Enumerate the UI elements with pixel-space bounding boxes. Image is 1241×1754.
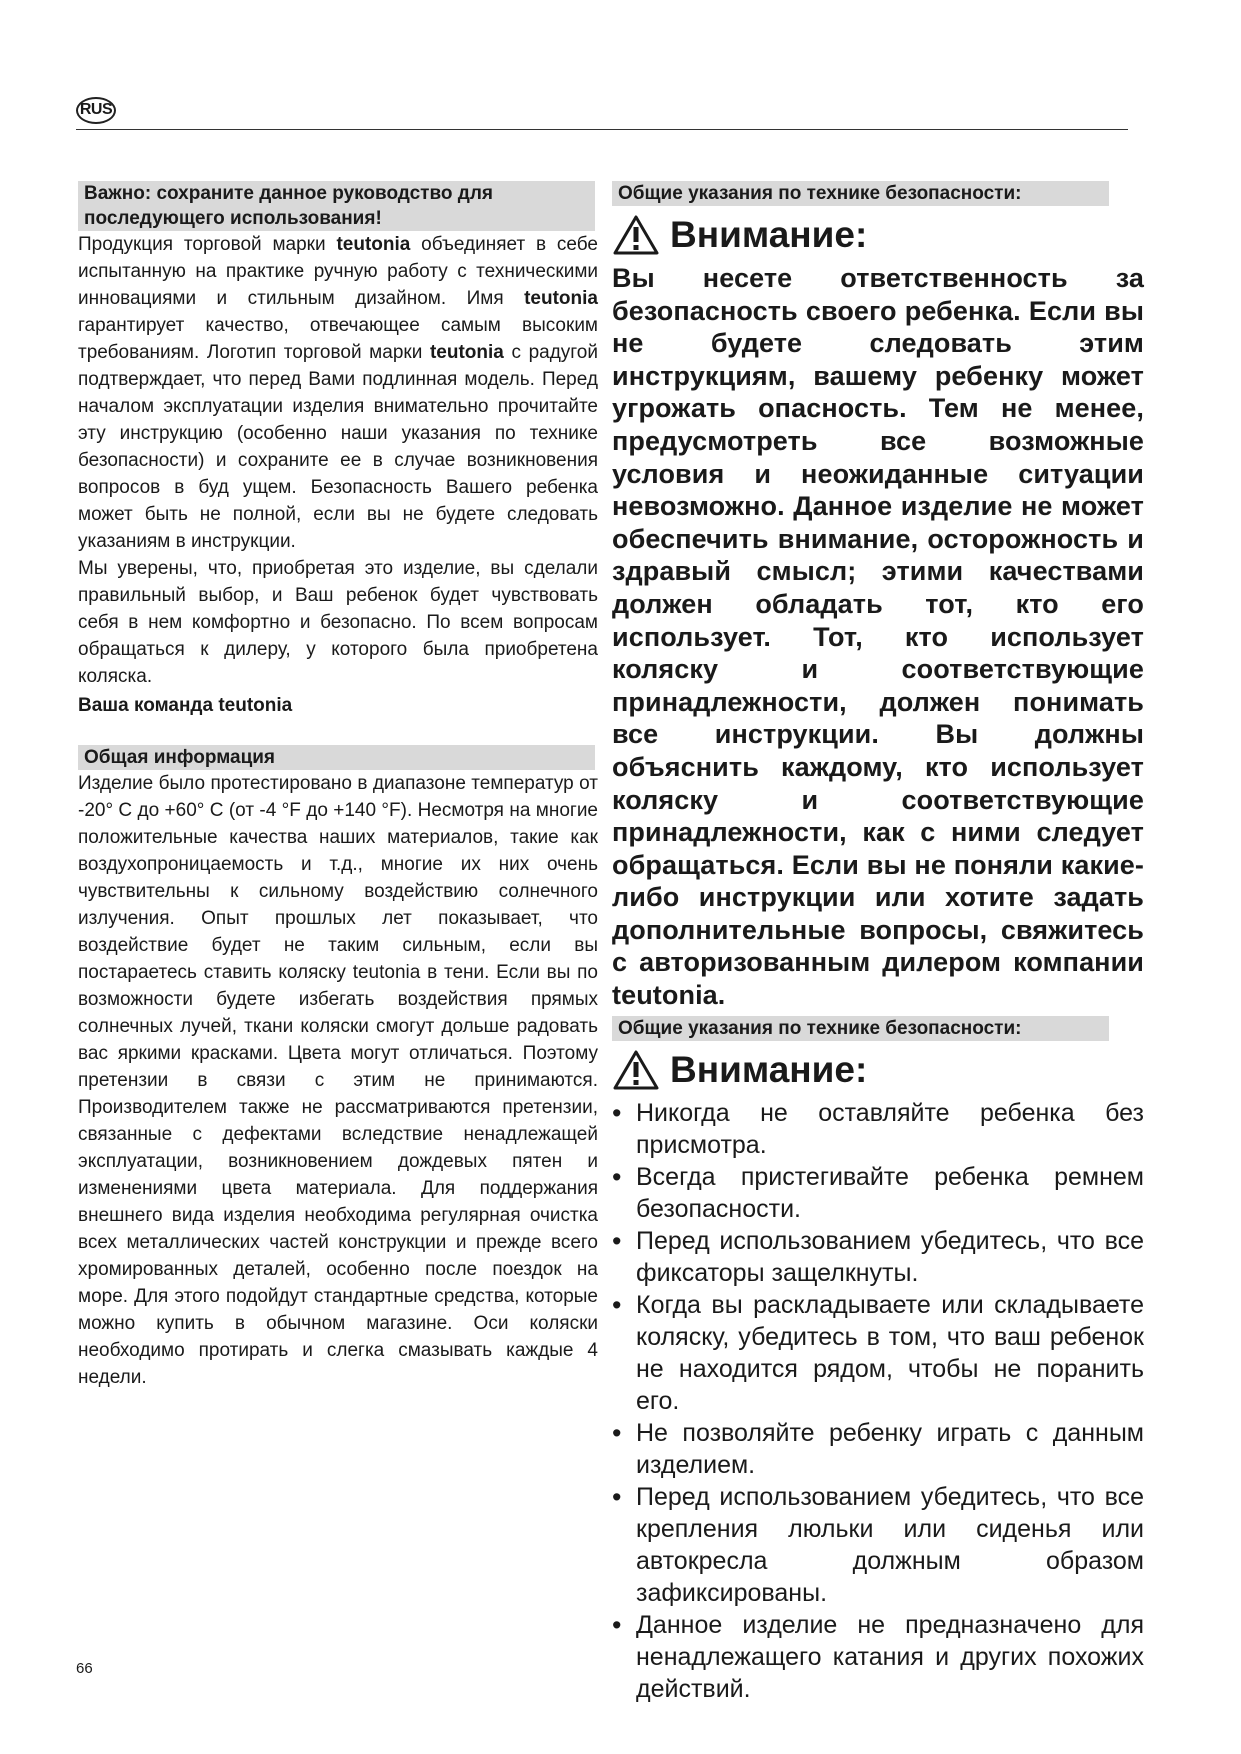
bullet-item: • Всегда пристегивайте ребенка ремнем безопасности.: [612, 1161, 1144, 1225]
general-info-paragraph: Изделие было протестировано в диапазоне температур от -20° C до +60° C (от -4 °F до +140 °F). Несмотря на многие положительные качества наших материалов, такие как воздухопроницаемость и т.д., многие их них очень чувствительны к сильному воздействию солнечного излучения. Опыт прошлых лет показывает, что воздействие будет не таким сильным, если вы постараетесь ставить коляску teutonia в тени. Если вы по возможности будете избегать воздействия прямых солнечных лучей, ткани коляски смогут дольше радовать вас яркими красками. Цвета могут отличаться. Поэтому претензии в связи с этим не принимаются. Производителем также не рассматриваются претензии, связанные с дефектами вследствие ненадлежащей эксплуатации, возникновением дождевых пятен и изменениями цвета материала. Для поддержания внешнего вида изделия необходима регулярная очистка всех металлических частей конструкции и прежде всего хромированных деталей, особенно после поездок на море. Для этого подойдут стандартные средства, которые можно купить в обычном магазине. Оси коляски необходимо протирать и слегка смазывать каждые 4 недели.: [78, 773, 598, 1388]
bullet-item: • Перед использованием убедитесь, что все фиксаторы защелкнуты.: [612, 1225, 1144, 1289]
responsibility-warning: Вы несете ответственность за безопасность своего ребенка. Если вы не будете следовать этим инструкциям, вашему ребенку может угрожать опасность. Тем не менее, предусмотреть все возможные условия и неожиданные ситуации невозможно. Данное изделие не может обеспечить внимание, осторожность и здравый смысл; этими качествами должен обладать тот, кто его использует. Тот, кто использует коляску и соответствующие принадлежности, должен понимать все инструкции. Вы должны объяснить каждому, кто использует коляску и соответствующие принадлежности, как с ними следует обращаться. Если вы не поняли какие-либо инструкции или хотите задать дополнительные вопросы, свяжитесь с авторизованным дилером компании teutonia.: [612, 263, 1144, 1011]
confidence-paragraph: Мы уверены, что, приобретая это изделие, вы сделали правильный выбор, и Ваш ребенок будет чувствовать себя в нем комфортно и безопасно. По всем вопросам обращаться к дилеру, у которого была приобретена коляска.: [78, 558, 598, 687]
bullet-item: • Никогда не оставляйте ребенка без присмотра.: [612, 1097, 1144, 1161]
safety-heading-1: Общие указания по технике безопасности:: [612, 181, 1109, 206]
bullet-item: • Когда вы раскладываете или складываете коляску, убедитесь в том, что ваш ребенок не находится рядом, чтобы не поранить его.: [612, 1289, 1144, 1417]
right-column: [612, 181, 1144, 1705]
bullet-item: • Перед использованием убедитесь, что все крепления люльки или сиденья или автокресла должным образом зафиксированы.: [612, 1481, 1144, 1609]
page-number: 66: [76, 1660, 93, 1677]
general-info-heading: Общая информация: [78, 745, 595, 770]
safety-bullet-list: [612, 1097, 1144, 1705]
warning-triangle-icon: [612, 1049, 660, 1091]
attention-title-1: Внимание:: [670, 214, 868, 255]
header-rule: [76, 129, 1128, 130]
safety-heading-2: Общие указания по технике безопасности:: [612, 1016, 1109, 1041]
signature: Ваша команда teutonia: [78, 695, 293, 716]
attention-block-1: [612, 212, 1144, 258]
bullet-item: • Не позволяйте ребенку играть с данным изделием.: [612, 1417, 1144, 1481]
language-badge: RUS: [76, 97, 116, 124]
attention-block-2: [612, 1047, 1144, 1093]
warning-triangle-icon: [612, 214, 660, 256]
left-column: [78, 181, 598, 1391]
intro-paragraph: Продукция торговой марки teutonia объединяет в себе испытанную на практике ручную работу с техническими инновациями и стильным дизайном. Имя teutonia гарантирует качество, отвечающее самым высоким требованиям. Логотип торговой марки teutonia с радугой подтверждает, что перед Вами подлинная модель. Перед началом эксплуатации изделия внимательно прочитайте эту инструкцию (особенно наши указания по технике безопасности) и сохраните ее в случае возникновения вопросов в буд ущем. Безопасность Вашего ребенка может быть не полной, если вы не будете следовать указаниям в инструкции.: [78, 234, 598, 552]
attention-title-2: Внимание:: [670, 1048, 868, 1090]
important-heading: Важно: сохраните данное руководство для последующего использования!: [78, 181, 595, 231]
bullet-item: • Данное изделие не предназначено для ненадлежащего катания и других похожих действий.: [612, 1609, 1144, 1705]
